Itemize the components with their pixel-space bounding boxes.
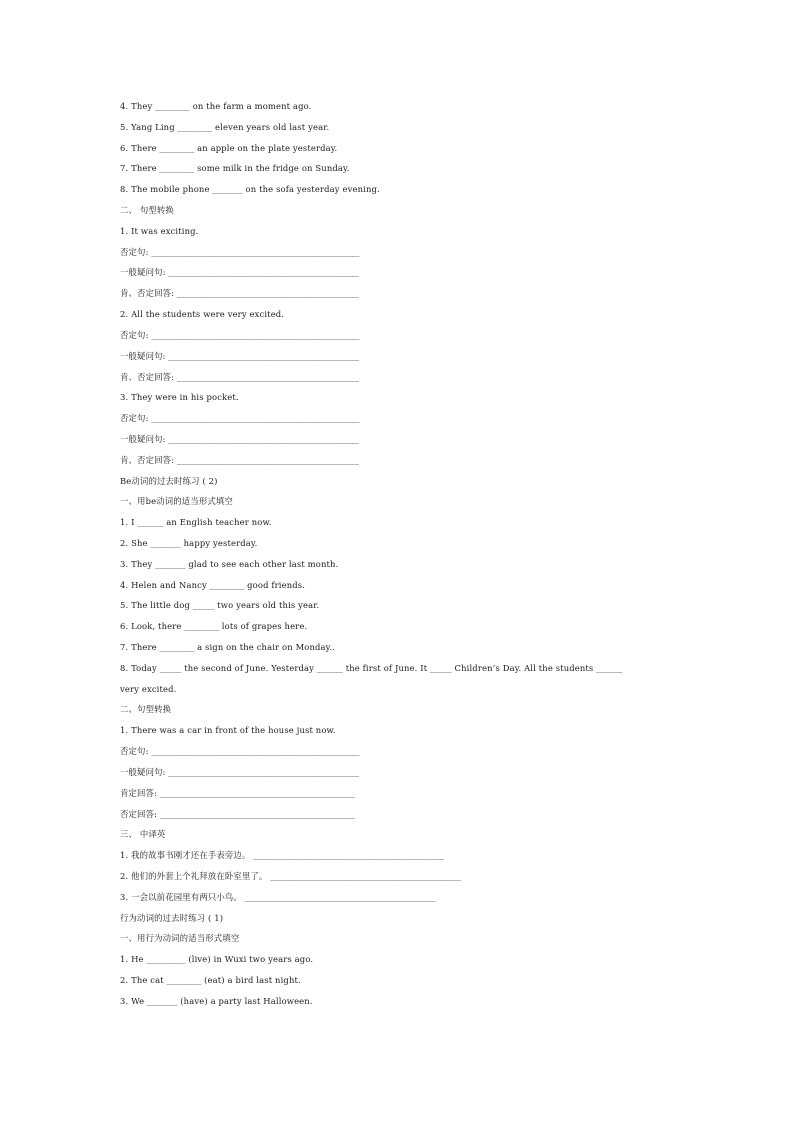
answer-line: 一般疑问句: ____________________________________________ — [120, 351, 360, 361]
text-line: 1. He _________ (live) in Wuxi two years ago. — [120, 954, 314, 964]
text-line: 1. I ______ an English teacher now. — [120, 517, 272, 527]
text-line: 3. They _______ glad to see each other last month. — [120, 559, 339, 569]
text-line: 8. The mobile phone _______ on the sofa yesterday evening. — [120, 184, 380, 194]
answer-line: 否定句: ________________________________________________ — [120, 413, 360, 423]
text-line: 1. It was exciting. — [120, 226, 199, 236]
answer-line: 一般疑问句: ____________________________________________ — [120, 434, 360, 444]
answer-line: 肯、否定回答: __________________________________________ — [120, 288, 360, 298]
text-line: 6. There ________ an apple on the plate yesterday. — [120, 143, 338, 153]
answer-line: 一般疑问句: ____________________________________________ — [120, 267, 360, 277]
section-heading: 二、 句型转换 — [120, 205, 174, 215]
text-line: 3. They were in his pocket. — [120, 392, 239, 402]
text-line: 7. There ________ a sign on the chair on Monday.. — [120, 642, 336, 652]
exercise-title: 行为动词的过去时练习 ( 1) — [120, 913, 224, 923]
text-line: 5. The little dog _____ two years old this year. — [120, 600, 320, 610]
answer-line: 肯、否定回答: __________________________________________ — [120, 372, 360, 382]
text-line: 4. They ________ on the farm a moment ago. — [120, 101, 312, 111]
answer-line: 一般疑问句: ____________________________________________ — [120, 767, 360, 777]
answer-line: 肯定回答: _____________________________________________ — [120, 788, 356, 798]
answer-line: 否定句: ________________________________________________ — [120, 330, 360, 340]
text-line: very excited. — [120, 684, 177, 694]
text-line: 7. There ________ some milk in the fridge on Sunday. — [120, 163, 350, 173]
answer-line: 否定句: ________________________________________________ — [120, 247, 360, 257]
text-line: 5. Yang Ling ________ eleven years old last year. — [120, 122, 330, 132]
text-line: 8. Today _____ the second of June. Yesterday ______ the first of June. It _____ Children’s Day. All the students ______ — [120, 663, 623, 673]
text-line: 2. 他们的外套上个礼拜放在卧室里了。 ____________________________________________ — [120, 871, 462, 881]
text-line: 1. There was a car in front of the house just now. — [120, 725, 336, 735]
section-heading: 一、用be动词的适当形式填空 — [120, 496, 233, 506]
text-line: 2. She _______ happy yesterday. — [120, 538, 258, 548]
answer-line: 肯、否定回答: __________________________________________ — [120, 455, 360, 465]
text-line: 2. All the students were very excited. — [120, 309, 285, 319]
text-line: 2. The cat ________ (eat) a bird last night. — [120, 975, 301, 985]
text-line: 6. Look, there ________ lots of grapes here. — [120, 621, 308, 631]
answer-line: 否定回答: _____________________________________________ — [120, 809, 356, 819]
section-heading: 三、 中译英 — [120, 829, 166, 839]
text-line: 3. We _______ (have) a party last Halloween. — [120, 996, 313, 1006]
section-heading: 二、句型转换 — [120, 704, 172, 714]
section-heading: 一、用行为动词的适当形式填空 — [120, 933, 240, 943]
answer-line: 否定句: ________________________________________________ — [120, 746, 360, 756]
exercise-title: Be动词的过去时练习 ( 2) — [120, 476, 218, 486]
text-line: 3. 一会以前花园里有两只小鸟。 ____________________________________________ — [120, 892, 436, 902]
text-line: 4. Helen and Nancy ________ good friends. — [120, 580, 306, 590]
text-line: 1. 我的故事书刚才还在手表旁边。 ____________________________________________ — [120, 850, 445, 860]
